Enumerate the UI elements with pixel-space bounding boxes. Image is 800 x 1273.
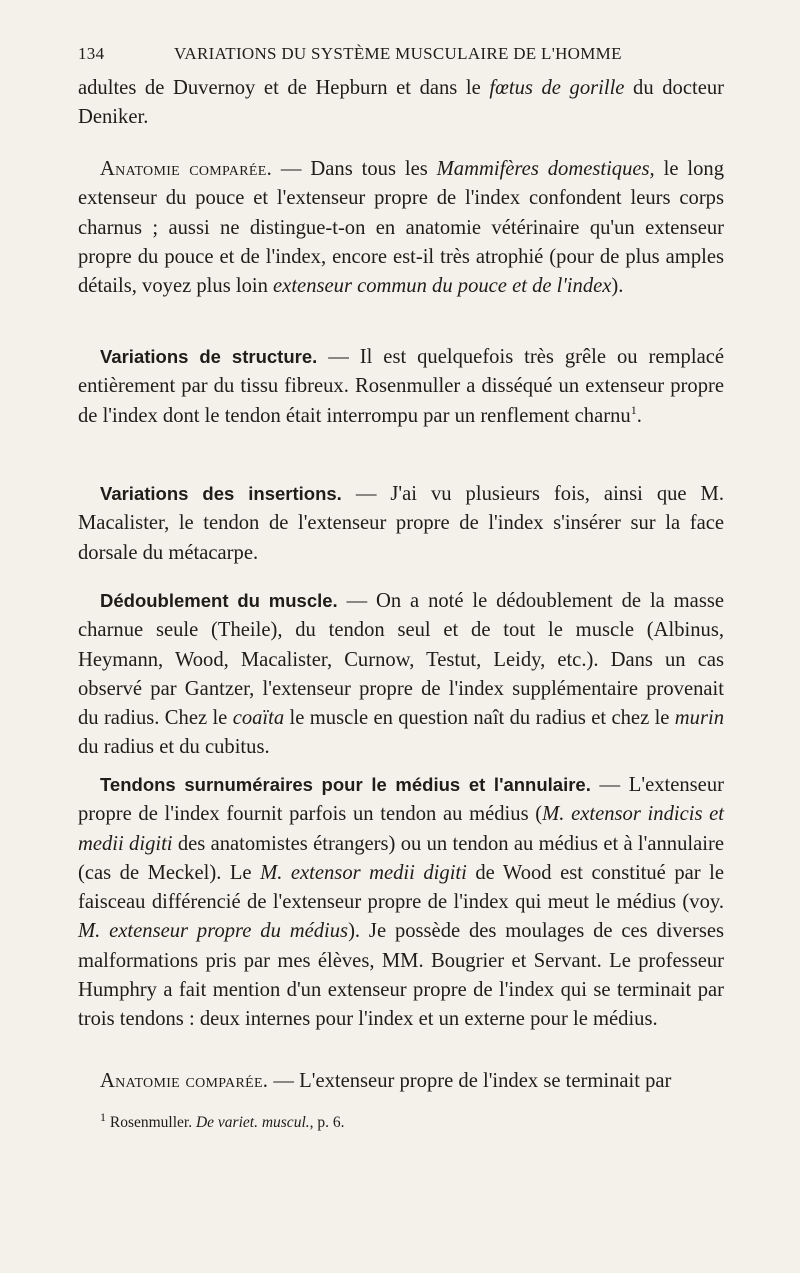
section-heading: Tendons surnuméraires pour le médius et l'annulaire. [100, 774, 591, 795]
anatomie-comparee-paragraph-1: Anatomie comparée. — Dans tous les Mammifères domestiques, le long extenseur du pouce et l'extenseur propre de l'index confondent leurs corps charnus ; aussi ne distingue-t-on en anatomie vétérinaire qu'un extenseur propre du pouce et de l'index, encore est-il très atrophié (pour de plus amples détails, voyez plus loin extenseur commun du pouce et de l'index). [78, 158, 724, 298]
running-title: VARIATIONS DU SYSTÈME MUSCULAIRE DE L'HOMME [174, 44, 622, 63]
anatomie-comparee-paragraph-2: Anatomie comparée. — L'extenseur propre de l'index se terminait par [100, 1070, 672, 1092]
footnote-ref: 1 [630, 402, 637, 417]
section-heading: Dédoublement du muscle. [100, 590, 338, 611]
footnote-mark: 1 [100, 1109, 106, 1124]
section-heading: Variations de structure. [100, 346, 318, 367]
dedoublement-paragraph: Dédoublement du muscle. — On a noté le dédoublement de la masse charnue seule (Theile), du tendon seul et de tout le muscle (Albinus, Heymann, Wood, Macalister, Curnow, Testut, Leidy, etc.). Dans un cas observé par Gantzer, l'extenseur propre de l'index supplémentaire provenait du radius. Chez le coaïta le muscle en question naît du radius et chez le murin du radius et du cubitus. [78, 590, 724, 759]
page-number: 134 [78, 44, 105, 63]
section-label: Anatomie comparée. [100, 1070, 269, 1092]
variations-insertions-paragraph: Variations des insertions. — J'ai vu plusieurs fois, ainsi que M. Macalister, le tendon de l'extenseur propre de l'index s'insérer sur la face dorsale du métacarpe. [78, 483, 725, 564]
continuation-paragraph: adultes de Duvernoy et de Hepburn et dans le fœtus de gorille du docteur Deniker. [78, 77, 724, 129]
footnote: $^1$ Rosenmuller. De variet. muscul., p. 6. [100, 1109, 345, 1131]
section-label: Anatomie comparée. [100, 158, 273, 180]
section-heading: Variations des insertions. [100, 483, 342, 504]
tendons-surnumeraires-paragraph: Tendons surnuméraires pour le médius et l'annulaire. — L'extenseur propre de l'index fournit parfois un tendon au médius (M. extensor indicis et medii digiti des anatomistes étrangers) ou un tendon au médius et à l'annulaire (cas de Meckel). Le M. extensor medii digiti de Wood est constitué par le faisceau différencié de l'extenseur propre de l'index qui meut le médius (voy. M. extenseur propre du médius). Je possède des moulages de ces diverses malformations pris par mes élèves, MM. Bougrier et Servant. Le professeur Humphry a fait mention d'un extenseur propre de l'index qui se terminait par trois tendons : deux internes pour l'index et un externe pour le médius. [78, 774, 724, 1031]
variations-structure-paragraph: Variations de structure. — Il est quelquefois très grêle ou remplacé entièrement par du tissu fibreux. Rosenmuller a disséqué un extenseur propre de l'index dont le tendon était interrompu par un renflement charnu$^1$. [78, 346, 724, 427]
